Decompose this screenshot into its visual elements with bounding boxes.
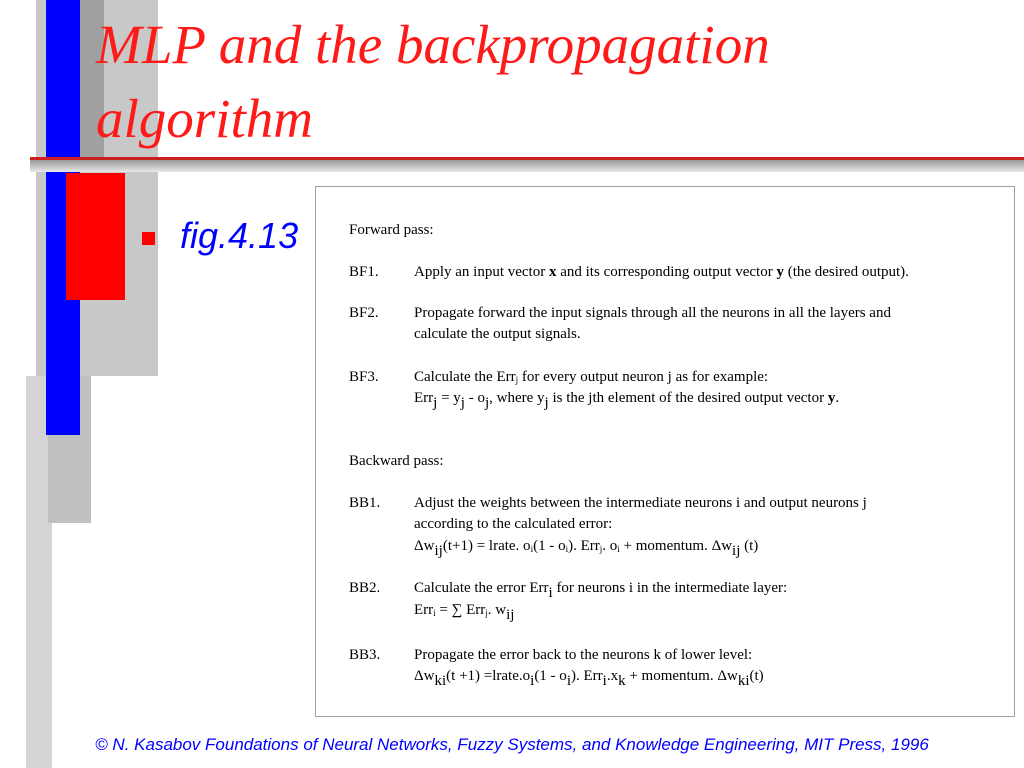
- formula-part: (1 - o: [534, 668, 567, 684]
- step-bf1: [349, 262, 909, 282]
- formula-err-intermediate: [414, 600, 515, 623]
- title-rule-shadow: [30, 160, 1024, 172]
- formula-part: is the jth element of the desired output vector: [548, 390, 828, 406]
- bullet-square-icon: [142, 232, 155, 245]
- vector-y: y: [827, 390, 836, 406]
- step-text: Calculate the error Err: [414, 580, 549, 596]
- subscript: j: [460, 395, 465, 411]
- formula-part: .x: [606, 668, 619, 684]
- step-bf2: [349, 303, 891, 323]
- formula-part: ). Err: [568, 538, 600, 554]
- step-label: BF2.: [349, 305, 379, 321]
- subscript: ij: [732, 543, 741, 559]
- subscript: i: [617, 544, 620, 554]
- formula-part: (t +1) =lrate.o: [446, 668, 531, 684]
- formula-part: (1 - o: [533, 538, 566, 554]
- formula-weight-update-output: [414, 536, 759, 559]
- subscript: ij: [434, 543, 443, 559]
- subscript: i: [566, 673, 571, 689]
- algorithm-figure: [315, 186, 1015, 717]
- formula-part: Δw: [414, 668, 435, 684]
- subscript: i: [565, 544, 569, 554]
- footer-citation: © N. Kasabov Foundations of Neural Networks, Fuzzy Systems, and Knowledge Engineering, MIT Press, 1996: [95, 735, 929, 754]
- step-text: and its corresponding output vector: [556, 264, 777, 280]
- formula-part: + momentum. Δw: [619, 538, 733, 554]
- formula-part: (t): [740, 538, 759, 554]
- bullet-text: fig.4.13: [180, 215, 299, 256]
- formula-part: Err: [414, 602, 434, 618]
- subscript: ij: [506, 607, 515, 623]
- formula-part: (t+1) = lrate. o: [442, 538, 531, 554]
- forward-pass-heading: Forward pass:: [349, 222, 434, 238]
- vector-x: x: [548, 264, 557, 280]
- step-bf3: [349, 367, 768, 387]
- step-text: Propagate the error back to the neurons k of lower level:: [414, 647, 753, 663]
- step-label: BF1.: [349, 264, 379, 280]
- step-text: (the desired output).: [783, 264, 909, 280]
- step-bb3: [349, 645, 752, 665]
- step-label: BB3.: [349, 647, 381, 663]
- subscript: j: [484, 395, 490, 411]
- step-bb2: [349, 578, 788, 601]
- formula-part: . w: [487, 602, 507, 618]
- title-rule: [30, 157, 1024, 160]
- subscript: ki: [434, 673, 447, 689]
- subscript: j: [544, 395, 549, 411]
- subscript: k: [618, 673, 626, 689]
- step-label: BB2.: [349, 580, 381, 596]
- formula-part: Δw: [414, 538, 435, 554]
- formula-part: ). Err: [570, 668, 603, 684]
- step-bf2-cont: calculate the output signals.: [414, 326, 581, 342]
- subscript: j: [515, 375, 519, 385]
- step-label: BF3.: [349, 369, 379, 385]
- step-text: Adjust the weights between the intermediate neurons i and output neurons j: [414, 495, 867, 511]
- formula-part: .: [835, 390, 840, 406]
- subscript: i: [530, 673, 535, 689]
- subscript: j: [433, 395, 438, 411]
- slide-title: MLP and the backpropagation algorithm: [96, 14, 770, 149]
- step-text: Calculate the Err: [414, 369, 516, 385]
- step-label: BB1.: [349, 495, 381, 511]
- formula-part: - o: [464, 390, 485, 406]
- formula-part: , where y: [489, 390, 545, 406]
- subscript: j: [485, 608, 488, 618]
- step-text: Propagate forward the input signals through all the neurons in all the layers and: [414, 305, 891, 321]
- subscript: ki: [737, 673, 750, 689]
- formula-part: (t): [749, 668, 764, 684]
- decor-red-block: [66, 173, 125, 300]
- formula-part: = ∑ Err: [435, 602, 486, 618]
- formula-err-output: [414, 388, 840, 411]
- subscript: i: [548, 585, 553, 601]
- subscript: i: [433, 608, 436, 618]
- formula-part: Err: [414, 390, 434, 406]
- step-bb1-cont: according to the calculated error:: [414, 516, 613, 532]
- subscript: j: [599, 544, 603, 554]
- subscript: i: [530, 544, 534, 554]
- formula-part: = y: [437, 390, 461, 406]
- step-text: Apply an input vector: [414, 264, 549, 280]
- subscript: i: [602, 673, 607, 689]
- step-text: for every output neuron j as for example:: [518, 369, 769, 385]
- formula-weight-update-lower: [414, 666, 764, 689]
- vector-y: y: [776, 264, 784, 280]
- step-bb1: [349, 493, 867, 513]
- formula-part: . o: [602, 538, 618, 554]
- backward-pass-heading: Backward pass:: [349, 453, 444, 469]
- step-text: for neurons i in the intermediate layer:: [552, 580, 788, 596]
- formula-part: + momentum. Δw: [625, 668, 738, 684]
